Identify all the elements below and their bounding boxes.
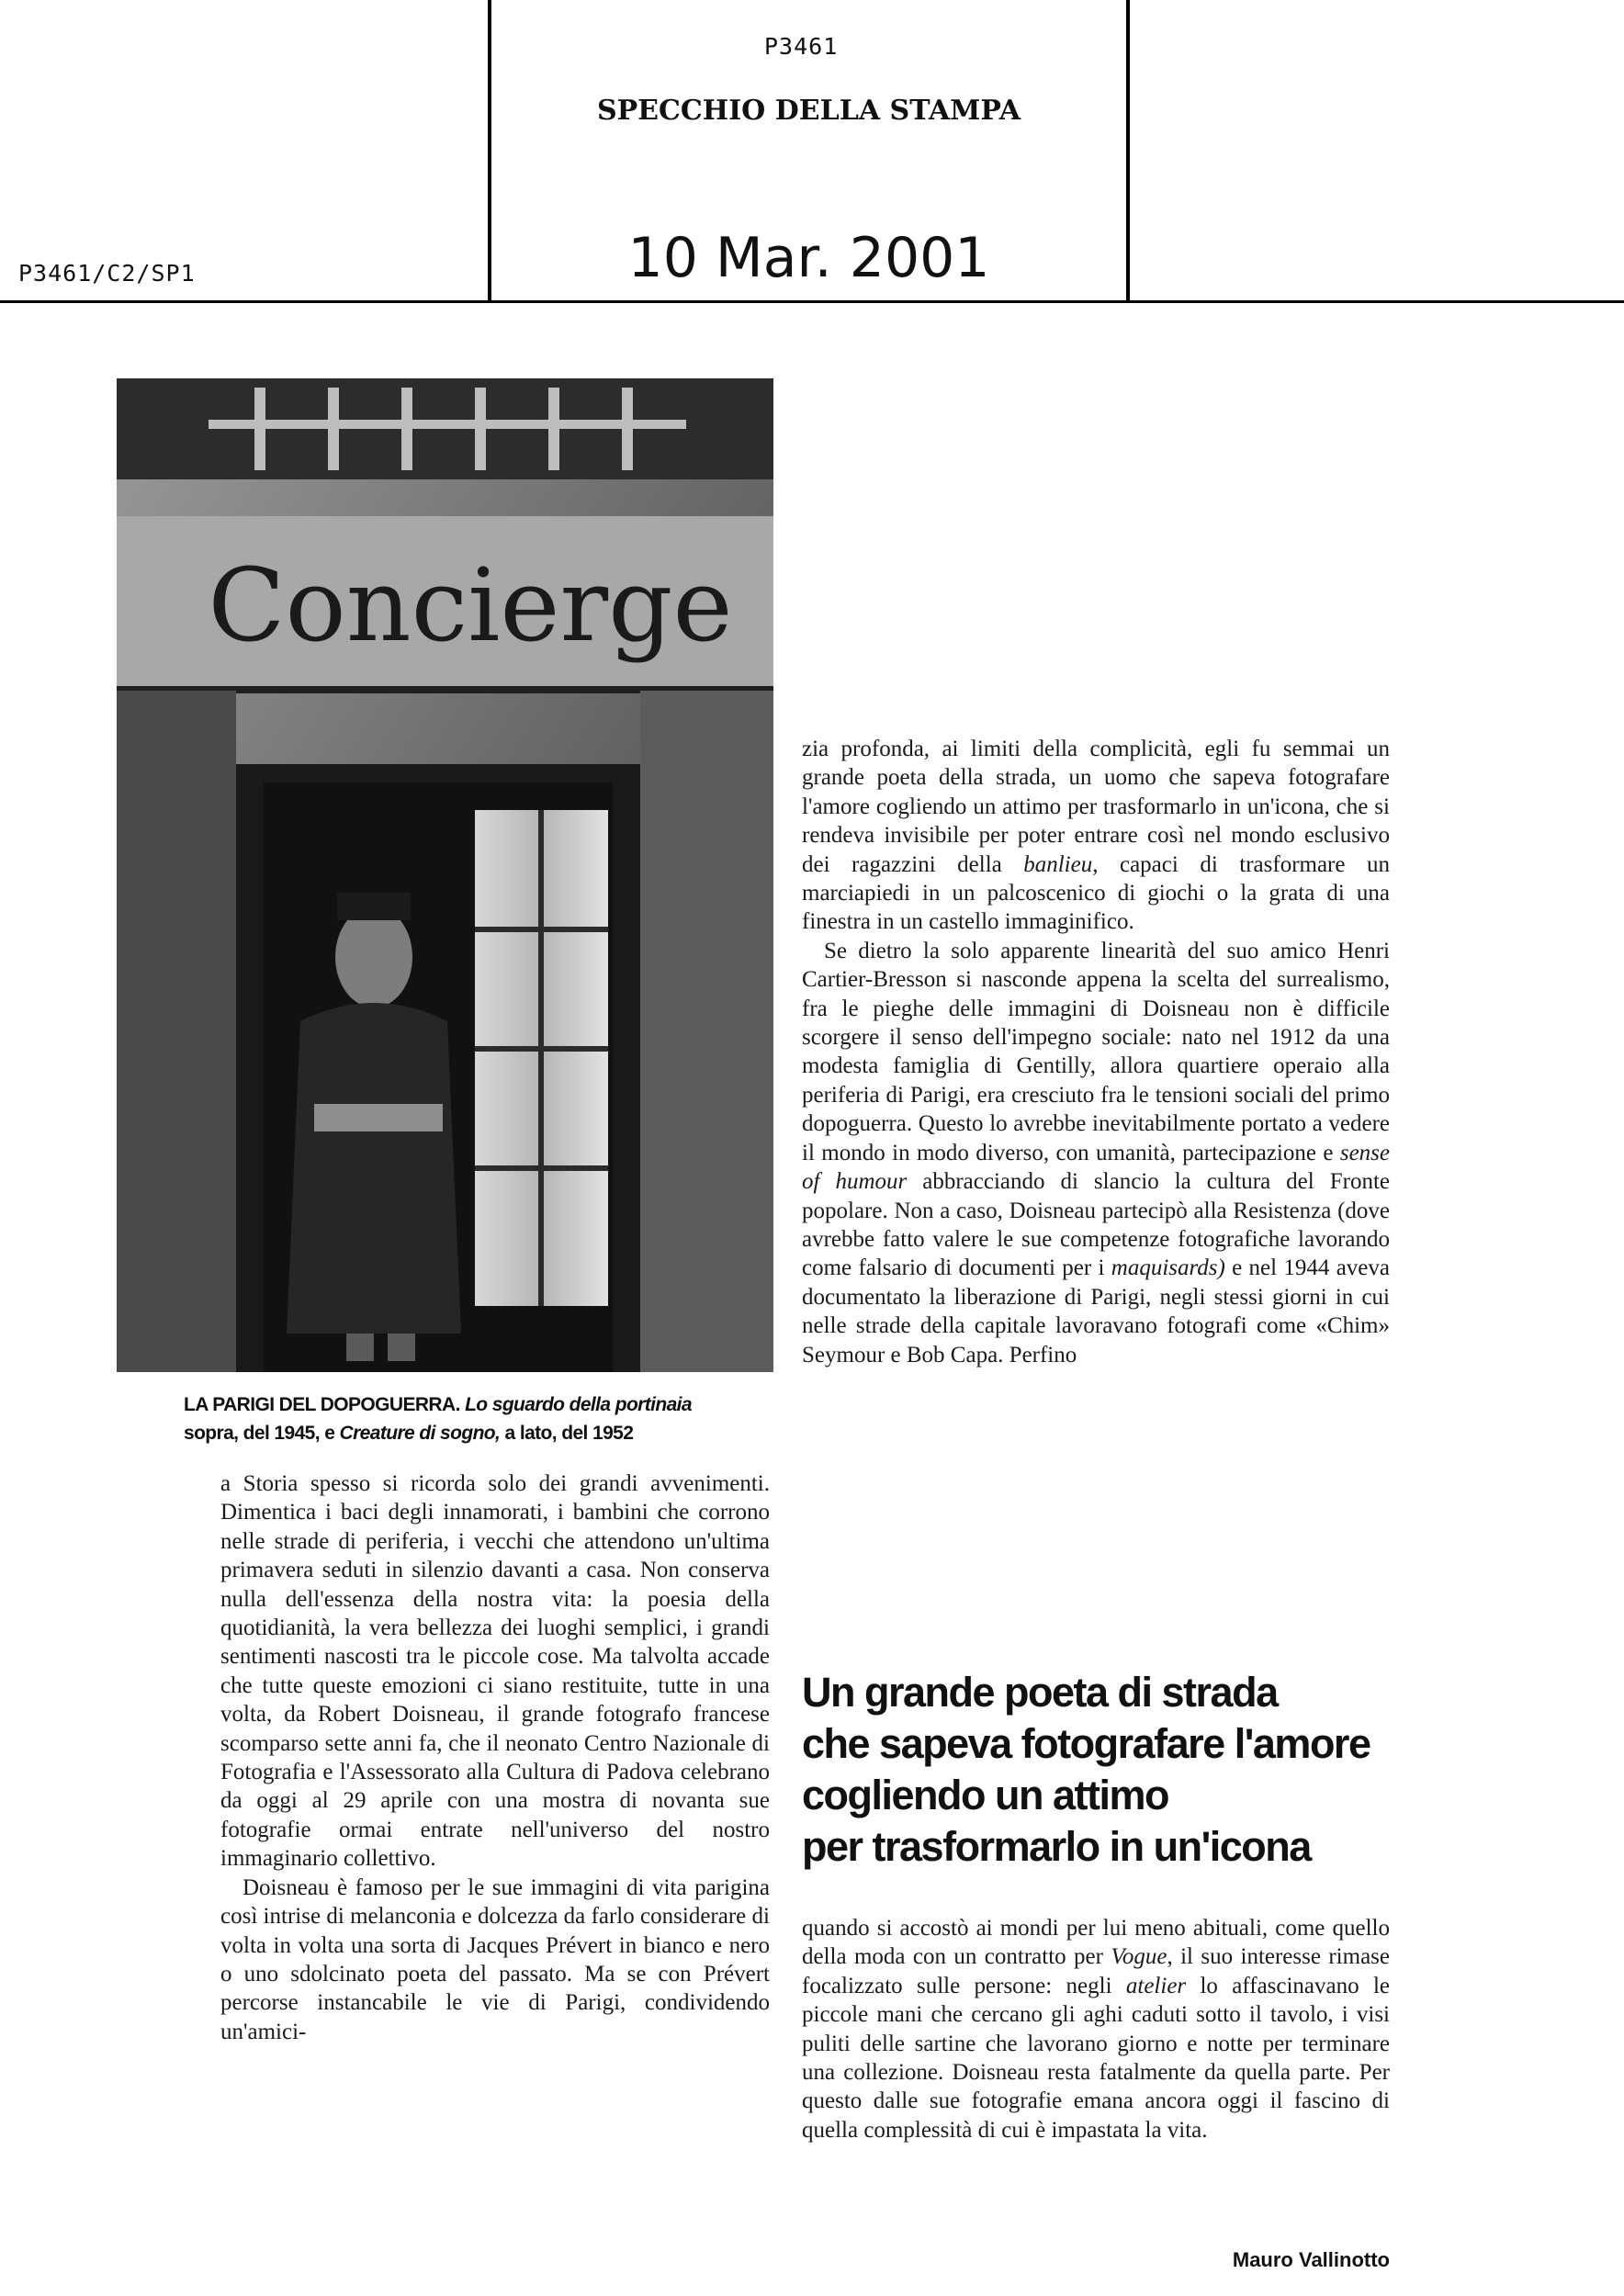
caption-title-2: Creature di sogno, [339,1423,501,1444]
pull-quote-headline [802,1667,1445,1873]
caption-text-1: sopra, del 1945, e [184,1423,335,1444]
article-paragraph: a Storia spesso si ricorda solo dei grandi avvenimenti. Dimentica i baci degli innamorati, i bambini che corrono nelle strade di periferia, i vecchi che attendono un'ultima primavera seduti in silenzio davanti a casa. Non conserva nulla dell'essenza della nostra vita: la poesia della quotidianità, la vera bellezza dei luoghi semplici, i grandi sentimenti nascosti tra le piccole cose. Ma talvolta accade che tutte queste emozioni ci siano restituite, tutte in una volta, da Robert Doisneau, il grande fotografo francese scomparso sette anni fa, che il neonato Centro Nazionale di Fotografia e l'Assessorato alla Cultura di Padova celebrano da oggi al 29 aprile con una mostra di novanta sue fotografie ormai entrate nell'universo del nostro immaginario collettivo. [220,1471,770,1872]
article-paragraph: quando si accostò ai mondi per lui meno abituali, come quello della moda con un contratto per Vogue, il suo interesse rimase focalizzato sulle persone: negli atelier lo affascinavano le piccole mani che cercano gli aghi caduti sotto il tavolo, i visi puliti delle sartine che lavorano giorno e notte per terminare una collezione. Doisneau resta fatalmente da quella parte. Per questo dalle sue fotografie emana ancora oggi il fascino di quella complessità di cui è impastata la vita. [802,1916,1391,2143]
headline-line: Un grande poeta di strada [802,1669,1278,1716]
headline-line: cogliendo un attimo [802,1772,1168,1818]
clipping-code-left: P3461/C2/SP1 [18,260,196,287]
author-byline: Mauro Vallinotto [1232,2248,1390,2271]
headline-line: che sapeva fotografare l'amore [802,1720,1370,1767]
article-paragraph: Se dietro la solo apparente linearità del suo amico Henri Cartier-Bresson si nasconde appena la scelta del surrealismo, fra le pieghe delle immagini di Doisneau non è difficile scorgere il senso dell'impegno sociale: nato nel 1912 da una modesta famiglia di Gentilly, allora quartiere operaio alla periferia di Parigi, era cresciuto fra le tensioni sociali del primo dopoguerra. Questo lo avrebbe inevitabilmente portato a vedere il mondo in modo diverso, con umanità, partecipazione e sense of humour abbracciando di slancio la cultura del Fronte popolare. Non a caso, Doisneau partecipò alla Resistenza (dove avrebbe fatto valere le sue competenze fotografiche lavorando come falsario di documenti per i maquisards) e nel 1944 aveva documentato la liberazione di Parigi, negli stessi giorni in cui nelle strade della capitale lavoravano fotografi come «Chim» Seymour e Bob Capa. Perfino [802,938,1390,1367]
article-paragraph: zia profonda, ai limiti della complicità, egli fu semmai un grande poeta della strada, un uomo che sapeva fotografare l'amore cogliendo un attimo per trasformarlo in un'icona, che si rendeva invisibile per poter entrare così nel mondo esclusivo dei ragazzini della banlieu, capaci di trasformare un marciapiedi in un palcoscenico di giochi o la grata di una finestra in un castello immaginifico. [802,737,1390,935]
article-column-left [220,1469,770,2046]
publication-name: SPECCHIO DELLA STAMPA [596,95,1021,127]
header-rule [0,300,1624,303]
caption-heading: LA PARIGI DEL DOPOGUERRA. [184,1394,460,1415]
article-column-right-top [802,735,1390,1369]
photo-caption [184,1390,790,1447]
clipping-date: 10 Mar. 2001 [627,226,990,290]
caption-text-2: a lato, del 1952 [504,1423,634,1444]
article-paragraph: Doisneau è famoso per le sue immagini di vita parigina così intrise di melanconia e dolcezza da farlo considerare di volta in volta una sorta di Jacques Prévert in bianco e nero o uno sdolcinato poeta del passato. Ma se con Prévert percorse instancabile le vie di Parigi, condividendo un'amici- [220,1874,770,2044]
article-column-right-bottom [802,1914,1390,2144]
article-photo [117,378,773,1372]
concierge-photo-illustration [117,378,773,1372]
photo-sign-text: Concierge [208,546,733,664]
caption-title-1: Lo sguardo della portinaia [465,1394,692,1415]
clipping-code-top: P3461 [764,33,839,60]
headline-line: per trasformarlo in un'icona [802,1823,1311,1870]
